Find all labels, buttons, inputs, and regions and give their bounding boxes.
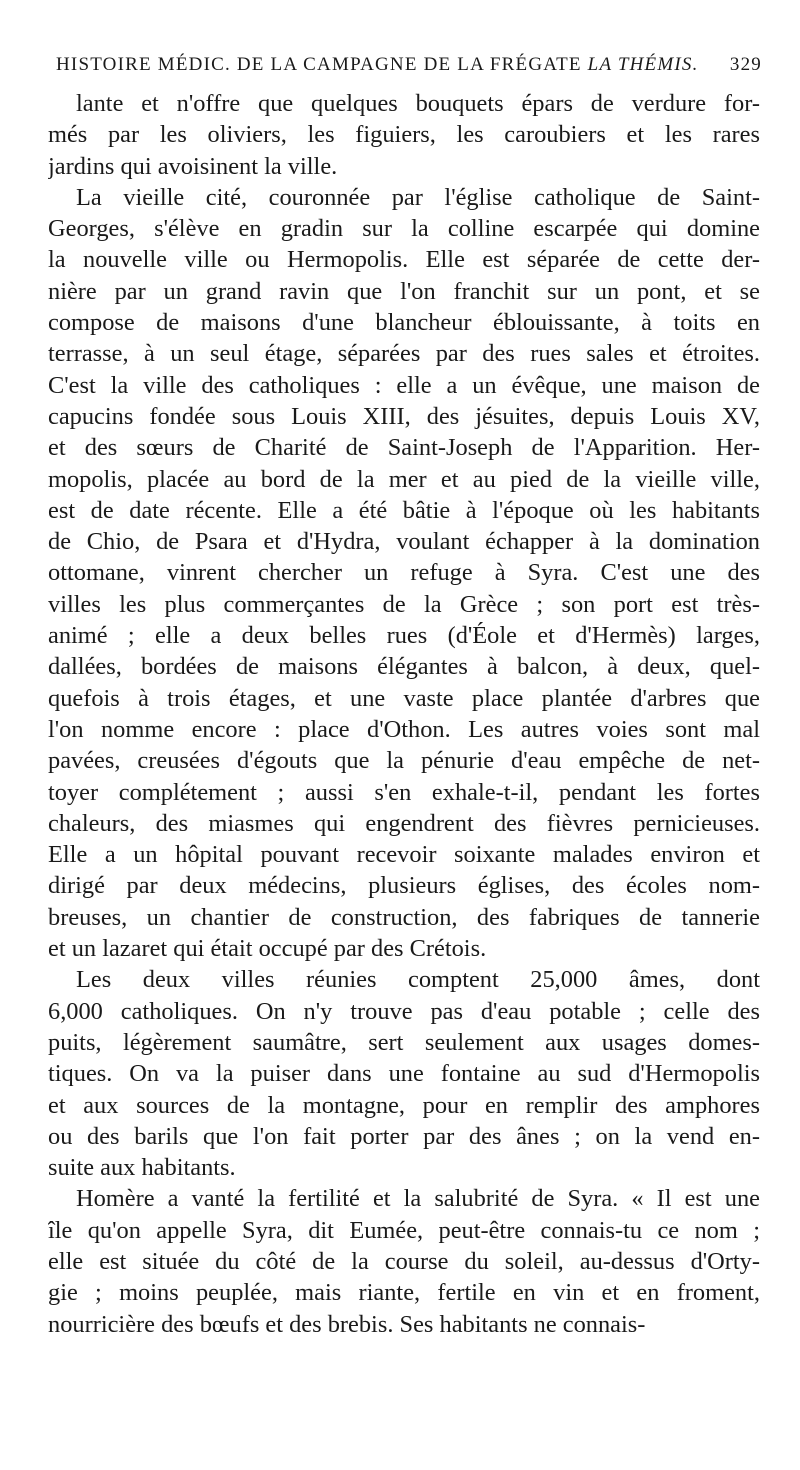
text-line: dallées, bordées de maisons élégantes à balcon, à deux, quel- — [48, 653, 760, 681]
text-line: la nouvelle ville ou Hermopolis. Elle est séparée de cette der- — [48, 246, 760, 274]
text-line: Les deux villes réunies comptent 25,000 âmes, dont — [76, 966, 760, 994]
paragraph — [48, 964, 760, 1183]
text-line: gie ; moins peuplée, mais riante, fertile en vin et en froment, — [48, 1279, 760, 1307]
text-line: l'on nomme encore : place d'Othon. Les autres voies sont mal — [48, 715, 760, 743]
text-line: C'est la ville des catholiques : elle a un évêque, une maison de — [48, 371, 760, 399]
text-line: île qu'on appelle Syra, dit Eumée, peut-être connais-tu ce nom ; — [48, 1216, 760, 1244]
text-line: suite aux habitants. — [48, 1154, 236, 1182]
paragraph — [48, 88, 760, 182]
text-line: Homère a vanté la fertilité et la salubrité de Syra. « Il est une — [76, 1185, 760, 1213]
running-title — [56, 54, 699, 76]
text-line: est de date récente. Elle a été bâtie à l'époque où les habitants — [48, 496, 760, 524]
text-line: toyer complétement ; aussi s'en exhale-t-il, pendant les fortes — [48, 778, 760, 806]
page-number: 329 — [729, 54, 762, 75]
text-line: pavées, creusées d'égouts que la pénurie d'eau empêche de net- — [48, 747, 760, 775]
body-text — [48, 88, 760, 1340]
text-line: et aux sources de la montagne, pour en remplir des amphores — [48, 1091, 760, 1119]
text-line: La vieille cité, couronnée par l'église catholique de Saint- — [76, 183, 760, 211]
book-page — [48, 54, 760, 1340]
text-line: animé ; elle a deux belles rues (d'Éole et d'Hermès) larges, — [48, 622, 760, 650]
paragraph — [48, 1183, 760, 1339]
text-line: et un lazaret qui était occupé par des Crétois. — [48, 935, 487, 963]
paragraph — [48, 182, 760, 964]
text-line: més par les oliviers, les figuiers, les caroubiers et les rares — [48, 121, 760, 149]
text-line: ou des barils que l'on fait porter par des ânes ; on la vend en- — [48, 1122, 760, 1150]
text-line: Georges, s'élève en gradin sur la colline escarpée qui domine — [48, 215, 760, 243]
text-line: puits, légèrement saumâtre, sert seulement aux usages domes- — [48, 1028, 760, 1056]
text-line: terrasse, à un seul étage, séparées par des rues sales et étroites. — [48, 340, 760, 368]
text-line: villes les plus commerçantes de la Grèce ; son port est très- — [48, 590, 760, 618]
text-line: mopolis, placée au bord de la mer et au pied de la vieille ville, — [48, 465, 760, 493]
text-line: capucins fondée sous Louis XIII, des jésuites, depuis Louis XV, — [48, 402, 760, 430]
running-title-main: HISTOIRE MÉDIC. DE LA CAMPAGNE DE LA FRÉGATE — [56, 54, 582, 75]
text-line: dirigé par deux médecins, plusieurs églises, des écoles nom- — [48, 872, 760, 900]
text-line: nourricière des bœufs et des brebis. Ses habitants ne connais- — [48, 1310, 646, 1338]
text-line: 6,000 catholiques. On n'y trouve pas d'eau potable ; celle des — [48, 997, 760, 1025]
text-line: elle est située du côté de la course du soleil, au-dessus d'Orty- — [48, 1247, 760, 1275]
text-line: Elle a un hôpital pouvant recevoir soixante malades environ et — [48, 841, 760, 869]
running-head — [48, 54, 760, 88]
text-line: ottomane, vinrent chercher un refuge à Syra. C'est une des — [48, 559, 760, 587]
text-line: nière par un grand ravin que l'on franchit sur un pont, et se — [48, 277, 760, 305]
text-line: et des sœurs de Charité de Saint-Joseph de l'Apparition. Her- — [48, 434, 760, 462]
text-line: compose de maisons d'une blancheur éblouissante, à toits en — [48, 309, 760, 337]
text-line: jardins qui avoisinent la ville. — [48, 152, 338, 180]
text-line: quefois à trois étages, et une vaste place plantée d'arbres que — [48, 684, 760, 712]
text-line: chaleurs, des miasmes qui engendrent des fièvres pernicieuses. — [48, 809, 760, 837]
text-line: lante et n'offre que quelques bouquets épars de verdure for- — [76, 90, 760, 117]
text-line: tiques. On va la puiser dans une fontaine au sud d'Hermopolis — [48, 1060, 760, 1088]
text-line: de Chio, de Psara et d'Hydra, voulant échapper à la domination — [48, 528, 760, 556]
running-title-italic: LA THÉMIS. — [587, 54, 699, 75]
text-line: breuses, un chantier de construction, des fabriques de tannerie — [48, 903, 760, 931]
